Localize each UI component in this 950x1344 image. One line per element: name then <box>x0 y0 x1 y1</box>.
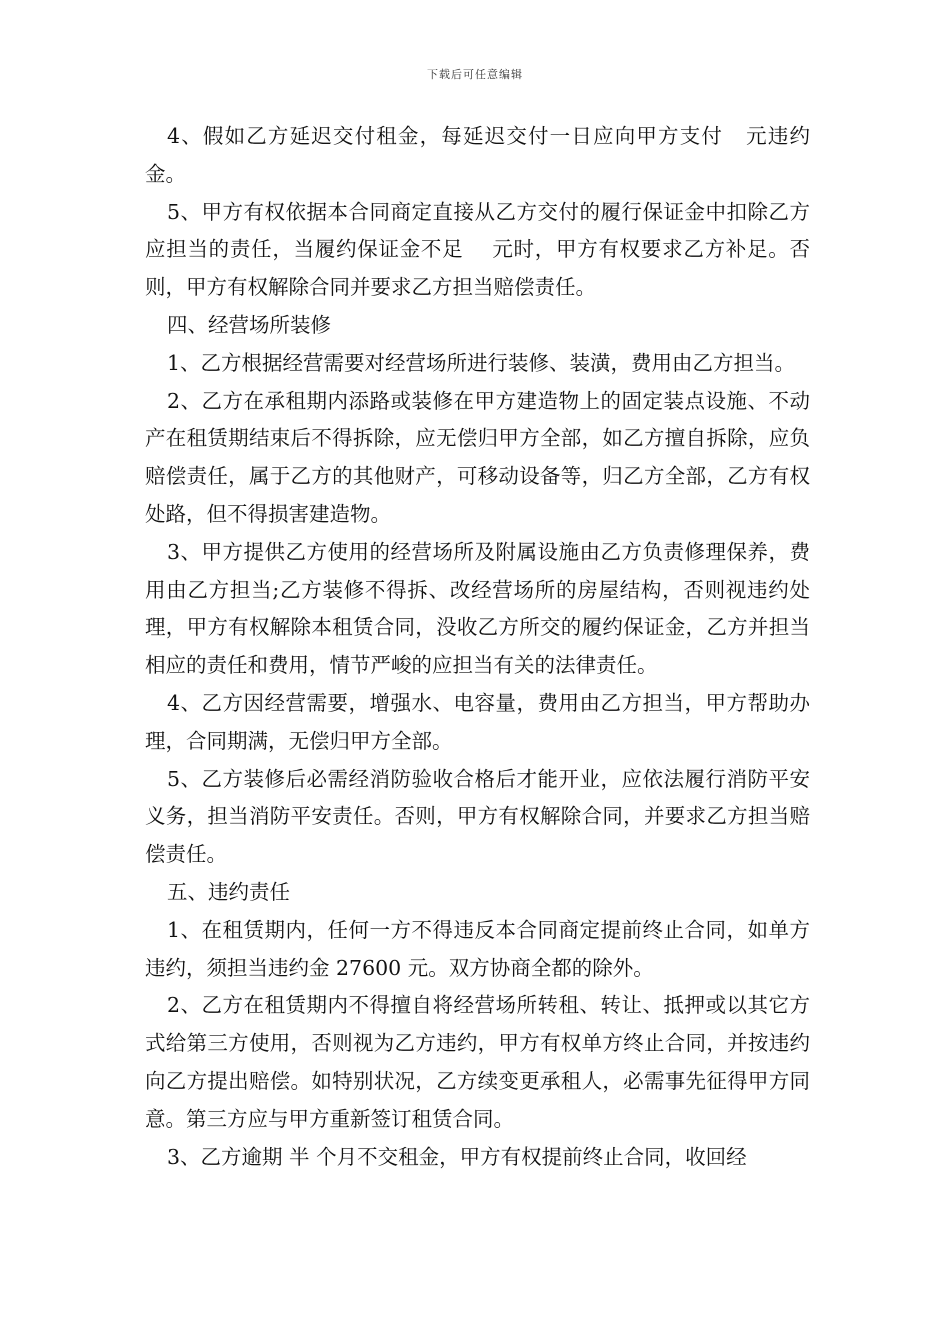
section-heading-liability: 五、违约责任 <box>167 879 290 904</box>
paragraph-renovation-4: 4、乙方因经营需要，增强水、电容量，费用由乙方担当，甲方帮助办理，合同期满，无偿归甲方全部。 <box>145 690 810 753</box>
page-header: 下载后可任意编辑 <box>427 68 523 81</box>
paragraph-renovation-1: 1、乙方根据经营需要对经营场所进行装修、装潢，费用由乙方担当。 <box>167 350 796 375</box>
paragraph-liability-1: 1、在租赁期内，任何一方不得违反本合同商定提前终止合同，如单方违约，须担当违约金 27600 元。双方协商全都的除外。 <box>145 917 810 980</box>
paragraph-clause-4-late-rent: 4、假如乙方延迟交付租金，每延迟交付一日应向甲方支付 元违约金。 <box>145 124 810 186</box>
paragraph-clause-5-deposit: 5、甲方有权依据本合同商定直接从乙方交付的履行保证金中扣除乙方应担当的责任，当履约保证金不足 元时，甲方有权要求乙方补足。否则，甲方有权解除合同并要求乙方担当赔偿责任。 <box>145 199 810 300</box>
paragraph-liability-2: 2、乙方在租赁期内不得擅自将经营场所转租、转让、抵押或以其它方式给第三方使用，否则视为乙方违约，甲方有权单方终止合同，并按违约向乙方提出赔偿。如特别状况，乙方续变更承租人，必需事先征得甲方同意。第三方应与甲方重新签订租赁合同。 <box>145 993 810 1131</box>
section-heading-renovation: 四、经营场所装修 <box>167 312 331 337</box>
paragraph-renovation-2: 2、乙方在承租期内添路或装修在甲方建造物上的固定装点设施、不动产在租赁期结束后不得拆除，应无偿归甲方全部，如乙方擅自拆除，应负赔偿责任，属于乙方的其他财产，可移动设备等，归乙方全部，乙方有权处路，但不得损害建造物。 <box>145 388 810 526</box>
paragraph-renovation-5: 5、乙方装修后必需经消防验收合格后才能开业，应依法履行消防平安义务，担当消防平安责任。否则，甲方有权解除合同，并要求乙方担当赔偿责任。 <box>145 766 810 867</box>
paragraph-renovation-3: 3、甲方提供乙方使用的经营场所及附属设施由乙方负责修理保养，费用由乙方担当;乙方装修不得拆、改经营场所的房屋结构，否则视违约处理，甲方有权解除本租赁合同，没收乙方所交的履约保证金，乙方并担当相应的责任和费用，情节严峻的应担当有关的法律责任。 <box>145 539 810 678</box>
paragraph-liability-3: 3、乙方逾期 半 个月不交租金，甲方有权提前终止合同，收回经 <box>167 1144 747 1169</box>
document-body <box>145 118 810 1176</box>
